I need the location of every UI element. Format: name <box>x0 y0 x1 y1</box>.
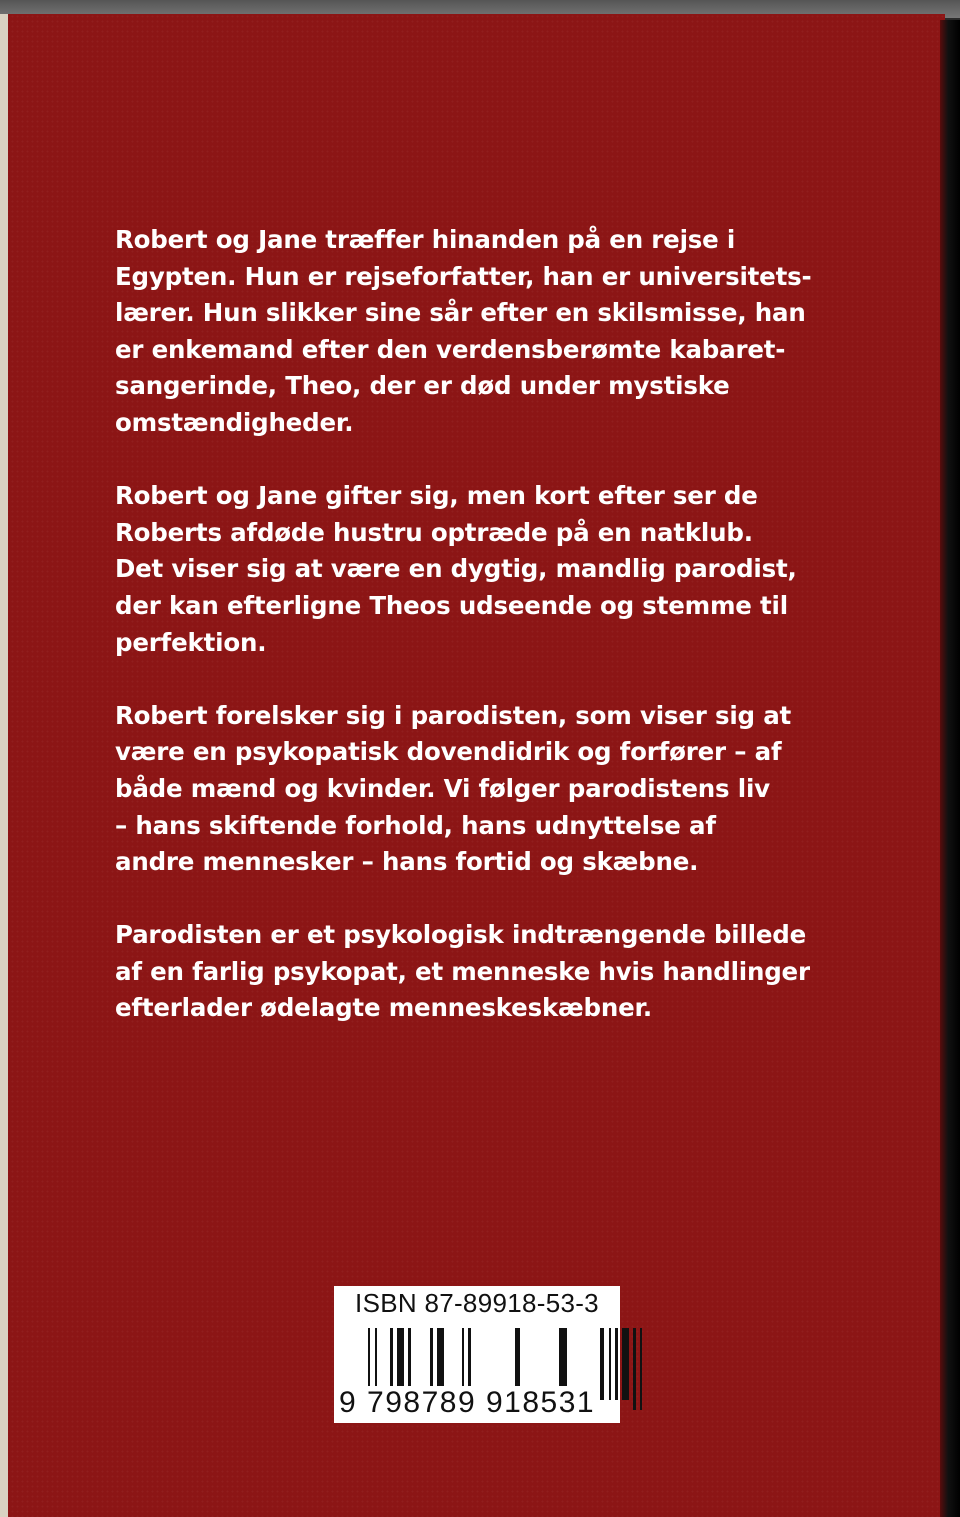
barcode-bar <box>622 1328 629 1400</box>
cover-edge-shadow <box>940 20 960 1517</box>
blurb-paragraph <box>115 478 811 661</box>
blurb-line: efterlader ødelagte menneskeskæbner. <box>115 993 653 1023</box>
blurb-line: Parodisten er et psykologisk indtrængende billede <box>115 920 807 950</box>
barcode-bar <box>609 1328 611 1400</box>
blurb-text <box>115 222 811 1064</box>
barcode-bar <box>600 1328 605 1400</box>
barcode-label <box>334 1286 620 1423</box>
barcode-number <box>339 1386 595 1420</box>
blurb-line: andre mennesker – hans fortid og skæbne. <box>115 847 699 877</box>
barcode-bar <box>640 1328 642 1410</box>
blurb-line: omstændigheder. <box>115 407 354 437</box>
blurb-paragraph <box>115 917 811 1027</box>
blurb-line: – hans skiftende forhold, hans udnyttelse af <box>115 810 716 840</box>
blurb-line: af en farlig psykopat, et menneske hvis handlinger <box>115 956 810 986</box>
blurb-paragraph <box>115 222 811 442</box>
blurb-line: Roberts afdøde hustru optræde på en natklub. <box>115 517 753 547</box>
blurb-line: både mænd og kvinder. Vi følger parodistens liv <box>115 773 770 803</box>
blurb-line: Robert og Jane gifter sig, men kort efter ser de <box>115 481 758 511</box>
blurb-line: Egypten. Hun er rejseforfatter, han er universitets- <box>115 261 812 291</box>
blurb-line: perfektion. <box>115 627 267 657</box>
barcode-bar <box>633 1328 635 1410</box>
blurb-line: er enkemand efter den verdensberømte kabaret- <box>115 334 786 364</box>
blurb-line: Robert og Jane træffer hinanden på en rejse i <box>115 225 736 254</box>
blurb-line: Det viser sig at være en dygtig, mandlig parodist, <box>115 554 797 584</box>
blurb-line: sangerinde, Theo, der er død under mystiske <box>115 371 730 401</box>
page-edge <box>0 14 8 1517</box>
isbn-text: ISBN 87-89918-53-3 <box>355 1288 599 1318</box>
blurb-paragraph <box>115 698 811 881</box>
barcode-bar <box>615 1328 617 1400</box>
blurb-line: lærer. Hun slikker sine sår efter en skilsmisse, han <box>115 298 806 328</box>
blurb-line: Robert forelsker sig i parodisten, som viser sig at <box>115 700 792 730</box>
blurb-line: være en psykopatisk dovendidrik og forfører – af <box>115 737 782 767</box>
blurb-line: der kan efterligne Theos udseende og stemme til <box>115 590 788 620</box>
barcode-number-text: 9 798789 918531 <box>339 1386 596 1419</box>
